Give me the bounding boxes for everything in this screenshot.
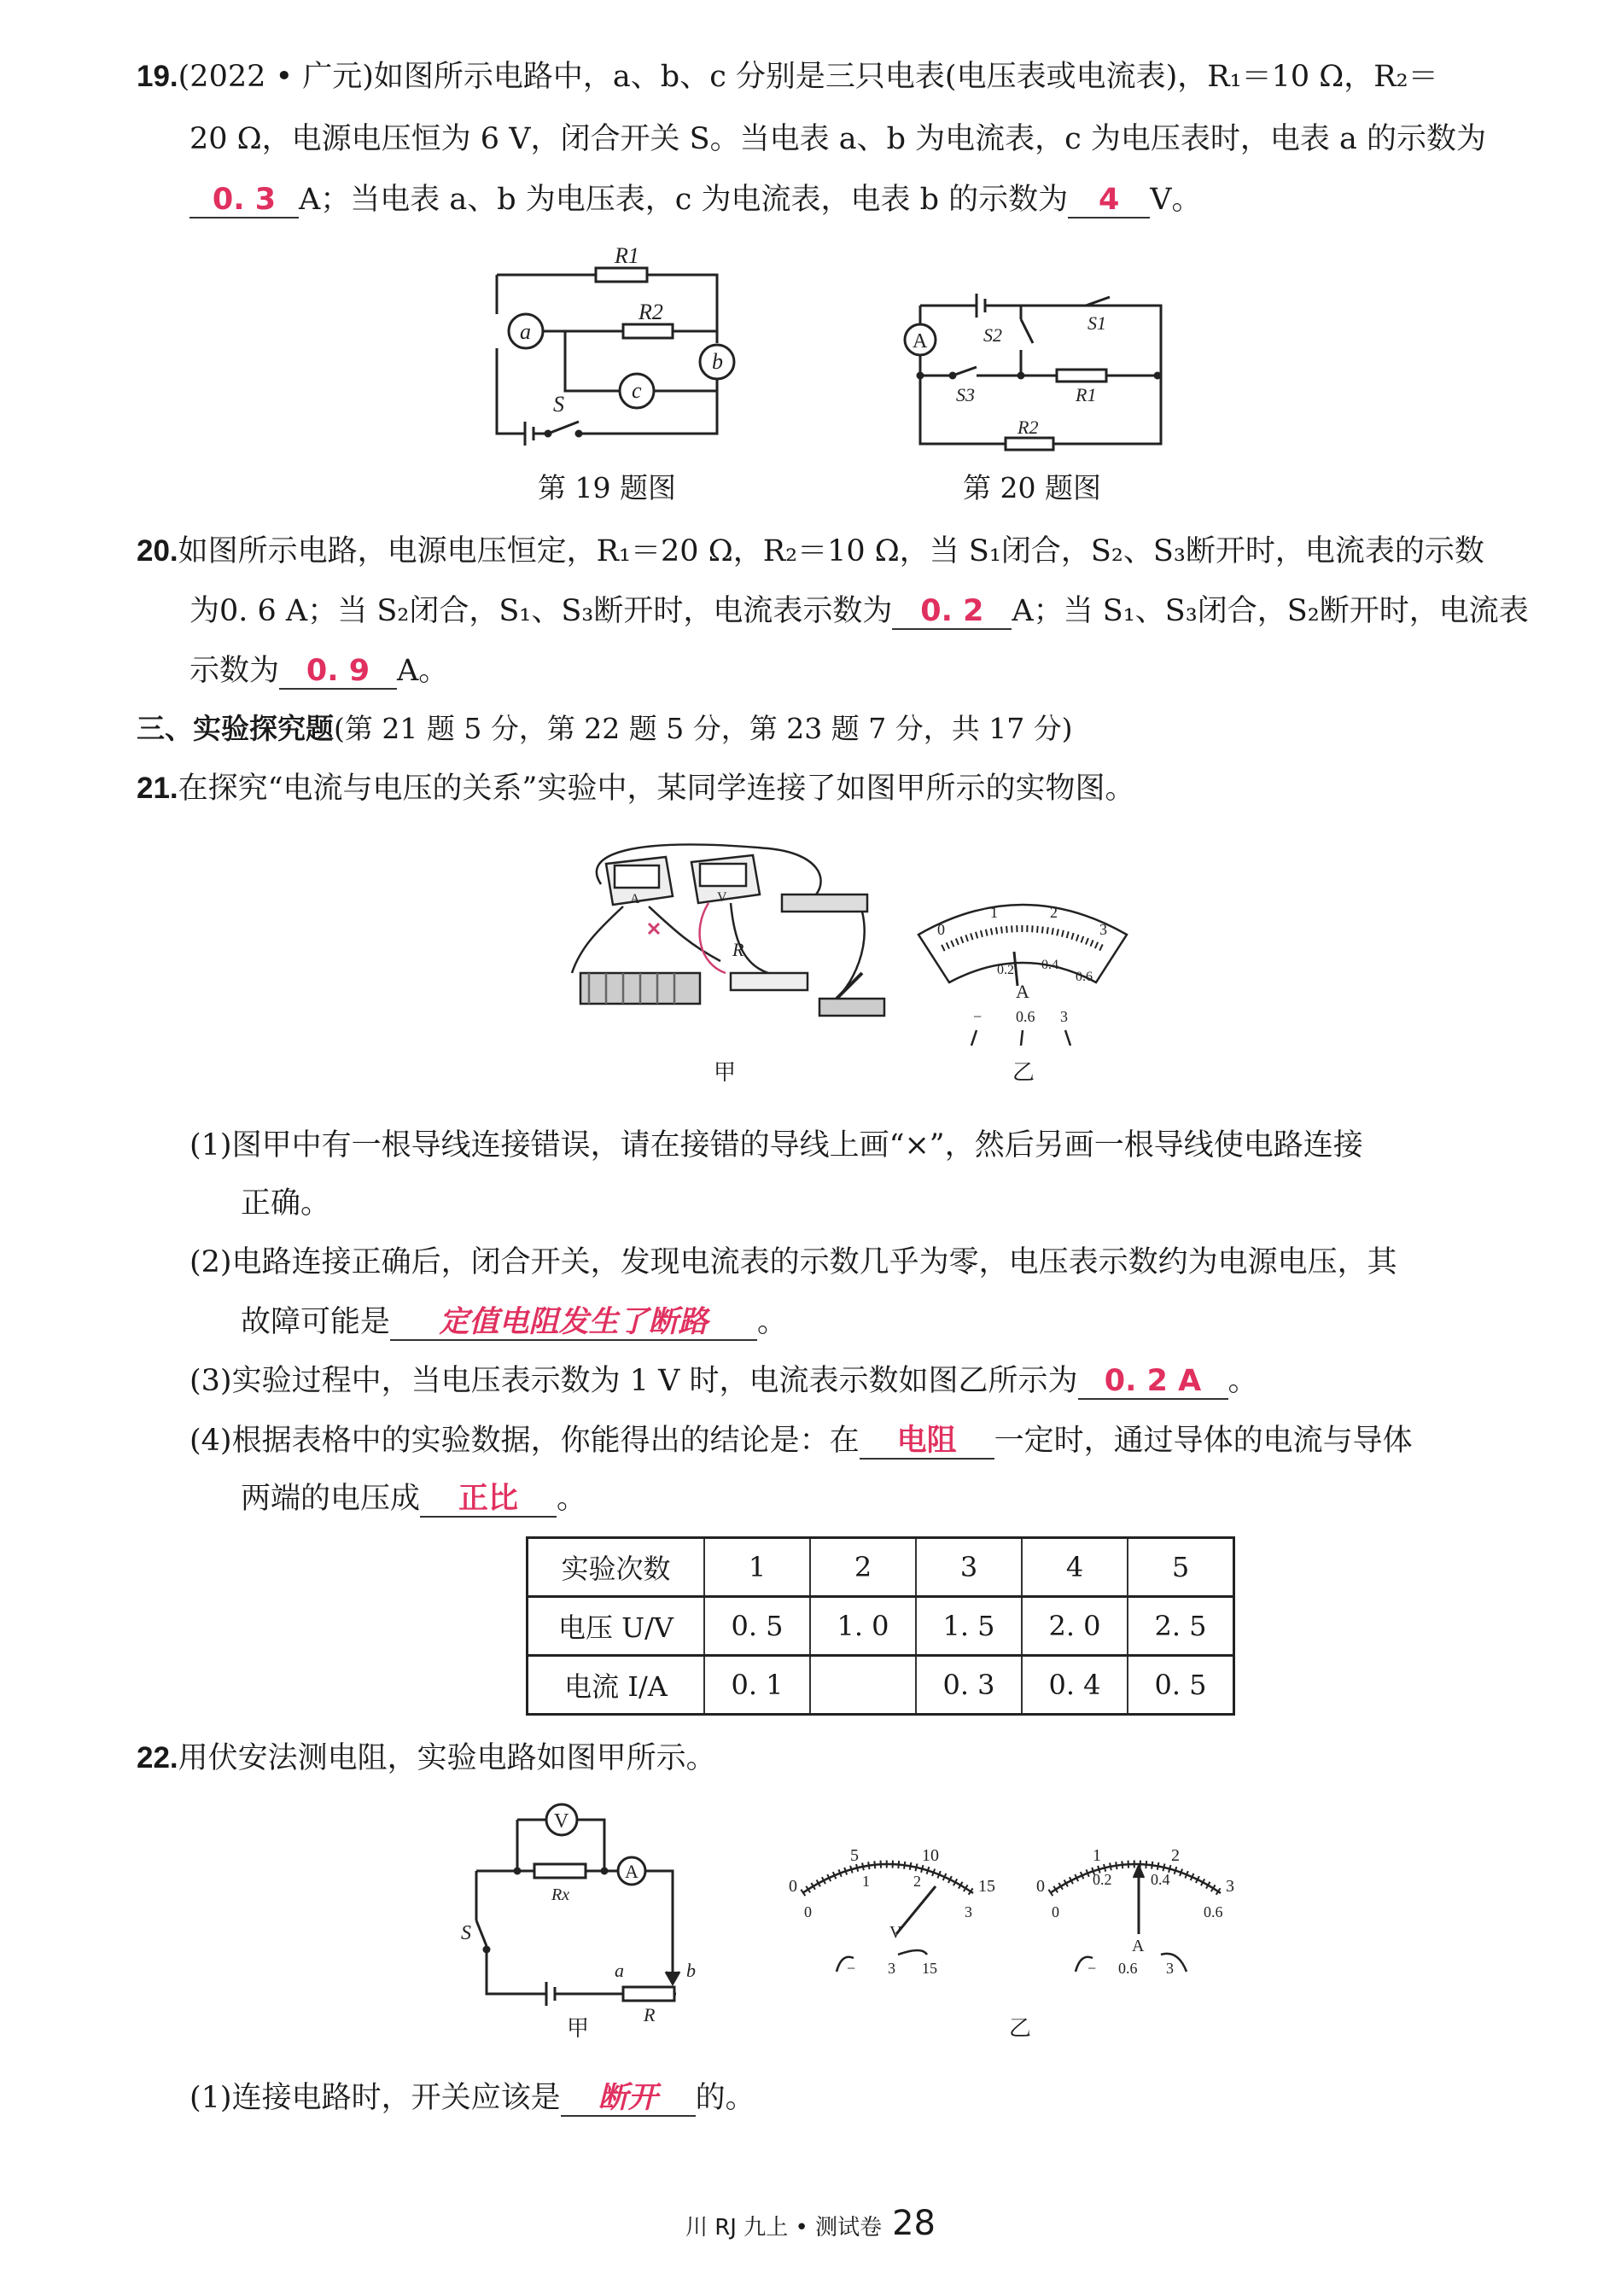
q22-v-top-3: 15 (978, 1877, 995, 1896)
q19-number: 19. (137, 60, 178, 93)
table-header-cell: 2 (810, 1538, 916, 1597)
q19-line3 (190, 179, 1201, 220)
q20-r1-label: R1 (1076, 384, 1097, 405)
q20-line2 (190, 591, 1529, 632)
table-header-cell: 5 (1128, 1538, 1234, 1597)
q21-dial-top-0: 0 (937, 921, 945, 938)
q22-v-inner-3: 3 (965, 1903, 972, 1920)
q19-end-text: V。 (1150, 183, 1202, 217)
q21-p4-text-b: 一定时，通过导体的电流与导体 (994, 1424, 1413, 1458)
q22-a-unit: A (1132, 1937, 1145, 1955)
q21-p2-end: 。 (757, 1305, 788, 1339)
svg-text:A: A (630, 892, 640, 906)
table-row (528, 1597, 1234, 1656)
q21-p1-line2: 正确。 (241, 1186, 331, 1221)
q19-meter-b-label: b (712, 349, 723, 374)
q22-ammeter-label: A (625, 1861, 638, 1882)
q19-r1-resistor (596, 268, 647, 282)
q20-answer-1: 0. 2 (892, 594, 1012, 630)
q22-p1-line (190, 2077, 755, 2118)
table-header-cell: 1 (704, 1538, 810, 1597)
page-number: 28 (892, 2204, 936, 2243)
q21-p3-end: 。 (1227, 1364, 1258, 1398)
q21-terminal-3: 3 (1060, 1008, 1068, 1025)
q22-a-terminal-3: 3 (1166, 1960, 1174, 1977)
page-footer (0, 2204, 1621, 2243)
section3-title: 三、实验探究题 (137, 712, 334, 745)
q22-v-inner-1: 1 (862, 1873, 870, 1890)
q22-v-inner-2: 2 (913, 1873, 921, 1890)
q21-terminal-neg: − (973, 1008, 983, 1025)
q22-caption-a: 甲 (567, 2016, 590, 2042)
q19-answer-1: 0. 3 (190, 183, 299, 219)
q20-line3 (190, 650, 448, 691)
table-cell: 电压 U/V (528, 1597, 705, 1656)
table-cell: 2. 0 (1022, 1597, 1128, 1656)
q22-v-unit: V (889, 1923, 902, 1942)
q22-line1 (137, 1738, 716, 1779)
q19-stem-1: (2022 • 广元)如图所示电路中，a、b、c 分别是三只电表(电压表或电流表)，R₁＝10 Ω，R₂＝ (178, 60, 1438, 94)
q22-voltmeter-label: V (554, 1810, 569, 1833)
table-cell: 0. 4 (1022, 1656, 1128, 1715)
q20-number: 20. (137, 534, 178, 568)
q22-rheostat-label: R (644, 2004, 656, 2025)
q22-a-terminal-neg: − (1087, 1960, 1097, 1977)
q20-answer-2: 0. 9 (279, 654, 397, 690)
q22-caption-b: 乙 (1009, 2016, 1032, 2042)
table-cell: 0. 5 (704, 1597, 810, 1656)
q21-p4-line2 (241, 1478, 586, 1519)
q22-v-inner-0: 0 (804, 1903, 812, 1920)
q20-r2-resistor (1006, 438, 1053, 450)
svg-text:R: R (732, 939, 744, 960)
q19-circuit-diagram (487, 239, 760, 435)
q22-rx-resistor (534, 1864, 586, 1878)
table-header-row (528, 1538, 1234, 1597)
q22-v-terminal-3: 3 (888, 1960, 895, 1977)
q20-stem-2b: A；当 S₁、S₃闭合，S₂断开时，电流表 (1012, 594, 1529, 628)
q22-p1-text: (1)连接电路时，开关应该是 (190, 2081, 561, 2115)
footer-label: 川 RJ 九上 • 测试卷 (685, 2215, 883, 2241)
q22-terminal-a: a (615, 1960, 624, 1981)
q19-meter-a-label: a (520, 319, 531, 344)
q21-line1 (137, 768, 1134, 809)
q22-v-needle (896, 1886, 936, 1934)
q21-apparatus-figure (563, 845, 888, 1041)
q21-p1-line1: (1)图甲中有一根导线连接错误，请在接错的导线上画“×”，然后另画一根导线使电路连接 (190, 1128, 1363, 1163)
q21-dial-unit: A (1016, 981, 1029, 1002)
q20-ammeter-label: A (913, 330, 928, 353)
q21-resistor-holder (731, 973, 808, 990)
q20-stem-3b: A。 (397, 654, 449, 688)
q20-stem-1: 如图所示电路，电源电压恒定，R₁＝20 Ω，R₂＝10 Ω，当 S₁闭合，S₂、S₃断开时，电流表的示数 (178, 534, 1484, 568)
q22-p1-end: 的。 (695, 2081, 755, 2115)
q22-a-inner-1: 0.2 (1093, 1871, 1112, 1888)
q22-v-top-0: 0 (789, 1877, 797, 1896)
q21-dial-bottom-2: 0.4 (1041, 958, 1058, 972)
q22-rx-label: Rx (551, 1885, 570, 1904)
q19-r2-label: R2 (638, 300, 663, 324)
q20-stem-3a: 示数为 (190, 654, 280, 688)
q22-a-top-2: 2 (1171, 1846, 1180, 1865)
q19-answer-2: 4 (1068, 183, 1150, 219)
svg-text:V: V (717, 890, 727, 905)
q20-stem-2a: 为0. 6 A；当 S₂闭合，S₁、S₃断开时，电流表示数为 (190, 594, 893, 628)
q22-v-terminal-15: 15 (922, 1960, 937, 1977)
q22-a-top-0: 0 (1036, 1877, 1045, 1896)
q21-data-table (526, 1536, 1235, 1716)
q22-a-inner-2: 0.4 (1151, 1871, 1170, 1888)
q22-voltmeter-dial (785, 1844, 1007, 1989)
q21-number: 21. (137, 772, 178, 805)
table-cell: 电流 I/A (528, 1656, 705, 1715)
q21-p4-line1 (190, 1420, 1413, 1461)
q22-a-top-3: 3 (1226, 1877, 1234, 1896)
q21-stem: 在探究“电流与电压的关系”实验中，某同学连接了如图甲所示的实物图。 (178, 772, 1135, 806)
q22-p1-answer: 断开 (561, 2081, 696, 2117)
q22-stem: 用伏安法测电阻，实验电路如图甲所示。 (178, 1741, 716, 1775)
q21-p4-answer-2: 正比 (420, 1482, 557, 1518)
q22-a-terminal-06: 0.6 (1118, 1960, 1138, 1977)
q21-cross-mark (649, 924, 659, 934)
q21-p2-line1: (2)电路连接正确后，闭合开关，发现电流表的示数几乎为零，电压表示数约为电源电压，其 (190, 1245, 1397, 1279)
q21-dial-bottom-1: 0.2 (997, 963, 1014, 977)
q21-caption-a: 甲 (714, 1060, 737, 1086)
q21-p4-text-c: 两端的电压成 (241, 1482, 421, 1516)
section3-detail: (第 21 题 5 分，第 22 题 5 分，第 23 题 7 分，共 17 分) (334, 712, 1073, 745)
table-cell: 0. 5 (1128, 1656, 1234, 1715)
q21-p2-line2 (241, 1302, 787, 1343)
q19-mid-text: A；当电表 a、b 为电压表，c 为电流表，电表 b 的示数为 (299, 183, 1069, 217)
q21-dial-top-2: 2 (1050, 904, 1058, 921)
q22-rheostat (623, 1987, 674, 2001)
q22-circuit-diagram (461, 1801, 734, 2025)
q22-v-top-1: 5 (850, 1846, 859, 1865)
q21-p3-answer: 0. 2 A (1078, 1364, 1228, 1400)
q22-number: 22. (137, 1741, 178, 1774)
q20-caption: 第 20 题图 (963, 471, 1101, 504)
q20-r1-resistor (1057, 370, 1106, 382)
q20-r2-label: R2 (1017, 417, 1039, 438)
q21-battery-pack (782, 895, 867, 912)
q19-r2-resistor (623, 324, 673, 338)
q21-p4-answer-1: 电阻 (860, 1424, 994, 1460)
q21-dial-top-1: 1 (990, 904, 998, 921)
q21-p3-line (190, 1361, 1258, 1401)
section3-heading (137, 708, 1073, 749)
q19-line1 (137, 56, 1438, 97)
table-cell: 2. 5 (1128, 1597, 1234, 1656)
q22-switch-label: S (461, 1922, 471, 1944)
table-row (528, 1656, 1234, 1715)
table-header-cell: 实验次数 (528, 1538, 705, 1597)
table-cell (810, 1656, 916, 1715)
q20-circuit-diagram (905, 282, 1161, 452)
q21-ammeter-dial (912, 892, 1134, 1054)
q22-ammeter-dial (1033, 1844, 1255, 1989)
q21-p2-answer: 定值电阻发生了断路 (390, 1305, 757, 1341)
q21-p4-text: (4)根据表格中的实验数据，你能得出的结论是：在 (190, 1424, 860, 1458)
q22-a-inner-3: 0.6 (1204, 1903, 1223, 1920)
table-cell: 1. 5 (916, 1597, 1022, 1656)
q19-r1-label: R1 (615, 243, 639, 268)
q20-line1 (137, 531, 1484, 572)
q19-meter-c-label: c (632, 378, 642, 403)
q21-terminal-06: 0.6 (1016, 1008, 1035, 1025)
q20-s3-label: S3 (956, 384, 975, 405)
q21-dial-bottom-3: 0.6 (1076, 970, 1093, 984)
q21-p2-text: 故障可能是 (241, 1305, 391, 1339)
table-cell: 0. 1 (704, 1656, 810, 1715)
table-cell: 0. 3 (916, 1656, 1022, 1715)
q22-v-top-2: 10 (922, 1846, 939, 1865)
table-cell: 1. 0 (810, 1597, 916, 1656)
q22-a-top-1: 1 (1093, 1846, 1101, 1865)
q19-switch-label: S (553, 392, 564, 417)
table-header-cell: 4 (1022, 1538, 1128, 1597)
q22-v-terminal-neg: − (847, 1960, 856, 1977)
q21-p3-text: (3)实验过程中，当电压表示数为 1 V 时，电流表示数如图乙所示为 (190, 1364, 1078, 1398)
q20-s1-label: S1 (1087, 312, 1106, 334)
q21-switch (819, 999, 884, 1016)
q21-p4-end: 。 (557, 1482, 587, 1516)
q19-stem-2: 20 Ω，电源电压恒为 6 V，闭合开关 S。当电表 a、b 为电流表，c 为电压表时，电表 a 的示数为 (190, 122, 1486, 156)
q20-s2-label: S2 (983, 324, 1002, 346)
q21-caption-b: 乙 (1012, 1060, 1035, 1086)
q22-a-inner-0: 0 (1052, 1903, 1059, 1920)
q22-terminal-b: b (686, 1960, 696, 1981)
table-header-cell: 3 (916, 1538, 1022, 1597)
q21-dial-top-3: 3 (1099, 921, 1107, 938)
q19-caption: 第 19 题图 (538, 471, 676, 504)
